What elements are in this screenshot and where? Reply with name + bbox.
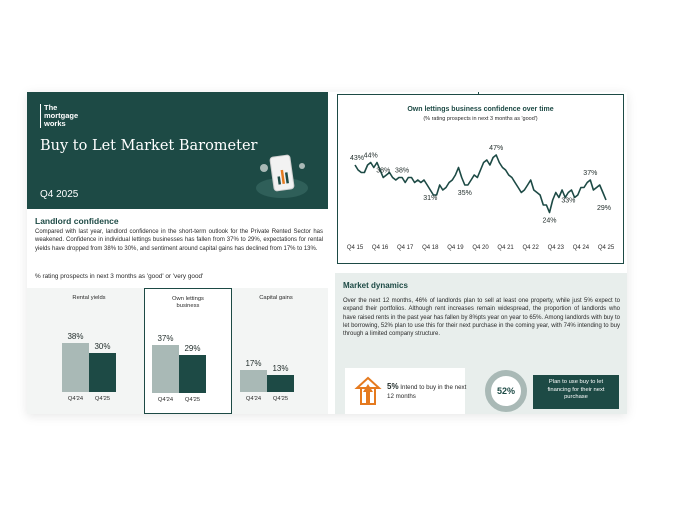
panel-title: Capital gains [259,295,293,301]
bar-category-label: Q4'24 [245,396,262,402]
x-tick-label: Q4 21 [497,245,514,251]
bar-value-label: 30% [94,342,111,351]
bar [240,370,267,392]
line-chart-title: Own lettings business confidence over time [407,106,554,113]
panel-title: Rental yields [72,295,106,301]
x-tick-label: Q4 22 [522,245,539,251]
bar [62,343,89,392]
x-tick-label: Q4 25 [597,245,615,251]
data-label: 33% [561,197,576,205]
x-tick-label: Q4 16 [371,245,389,251]
house-arrow-icon [353,372,383,406]
bars-subtitle: % rating prospects in next 3 months as 'good' or 'very good' [35,273,204,280]
bar-value-label: 37% [157,333,174,343]
market-dynamics-panel [335,273,627,414]
hero-banner [27,92,328,209]
data-label: 29% [596,205,612,212]
stat-financing-ring [485,370,527,412]
x-tick-label: Q4 15 [346,245,364,251]
data-label: 31% [423,195,438,202]
data-label: 24% [542,217,557,225]
data-label: 37% [583,170,598,177]
x-tick-label: Q4 18 [422,245,439,251]
own-lettings-panel [144,288,232,414]
x-tick-label: Q4 19 [447,245,464,251]
bar-category-label: Q4'25 [94,396,111,402]
bar [267,375,294,392]
bar [152,345,179,393]
x-tick-label: Q4 24 [572,245,590,251]
data-label: 44% [363,152,378,160]
stat-buy-text: Intend to buy in the next 12 months [387,384,467,400]
bar [179,355,206,393]
page-title: Buy to Let Market Barometer [40,138,258,154]
x-tick-label: Q4 17 [397,245,414,251]
x-tick-label: Q4 23 [547,245,564,251]
bar-value-label: 38% [67,331,84,341]
bar-value-label: 29% [184,344,201,354]
data-label: 47% [489,145,504,152]
bar-category-label: Q4'24 [157,397,174,403]
bar-value-label: 13% [272,364,289,374]
data-label: 38% [395,167,410,175]
data-label: 35% [457,190,472,197]
x-tick-label: Q4 20 [472,245,489,251]
landlord-confidence-title: Landlord confidence [35,216,119,226]
data-label: 43% [349,155,365,162]
capital-gains-panel [232,288,320,414]
line-chart-subtitle: (% rating prospects in next 3 months as 'good') [423,116,538,122]
line-chart-card [337,94,624,264]
bar-category-label: Q4'25 [272,396,289,402]
market-dynamics-title: Market dynamics [343,281,408,290]
bar-category-label: Q4'25 [184,397,201,403]
rental-yields-panel [45,288,133,414]
stat-buy-box [345,368,465,414]
logo: The mortgage works [40,104,78,128]
stat-buy-value: 5% [387,382,399,391]
data-label: 38% [376,167,391,175]
bar [89,353,116,392]
phone-chart-icon [252,148,312,200]
stat-financing-text: Plan to use buy to let financing for their next purchase [533,375,619,409]
line-chart [338,95,625,265]
bar-category-label: Q4'24 [67,396,84,402]
panel-title: Own lettings business [172,296,204,309]
stat-buy [387,383,467,401]
market-dynamics-text: Over the next 12 months, 46% of landlords plan to sell at least one property, while just 5% expect to expand their portfolios. Although rent increases remain widespread, the proportion of landlords who have raised rents in the past year has fallen by 8%pts year on year to 65%. Among landlords with buy to let borrowing, 52% plan to use this for their next purchase in the coming year, with 74% intending to buy through a limited company structure. [343,298,620,338]
quarter-label: Q4 2025 [40,189,79,200]
bar-value-label: 17% [245,358,262,368]
stat-financing-value: 52% [496,386,515,396]
barometer-card [27,92,627,414]
landlord-confidence-text: Compared with last year, landlord confidence in the short-term outlook for the Private Rented Sector has weakened. Confidence in individual lettings businesses has fallen from 37% to 29%, expectations for rental yields have dropped from 38% to 30%, and sentiment around capital gains has declined from 17% to 13%. [35,229,323,252]
